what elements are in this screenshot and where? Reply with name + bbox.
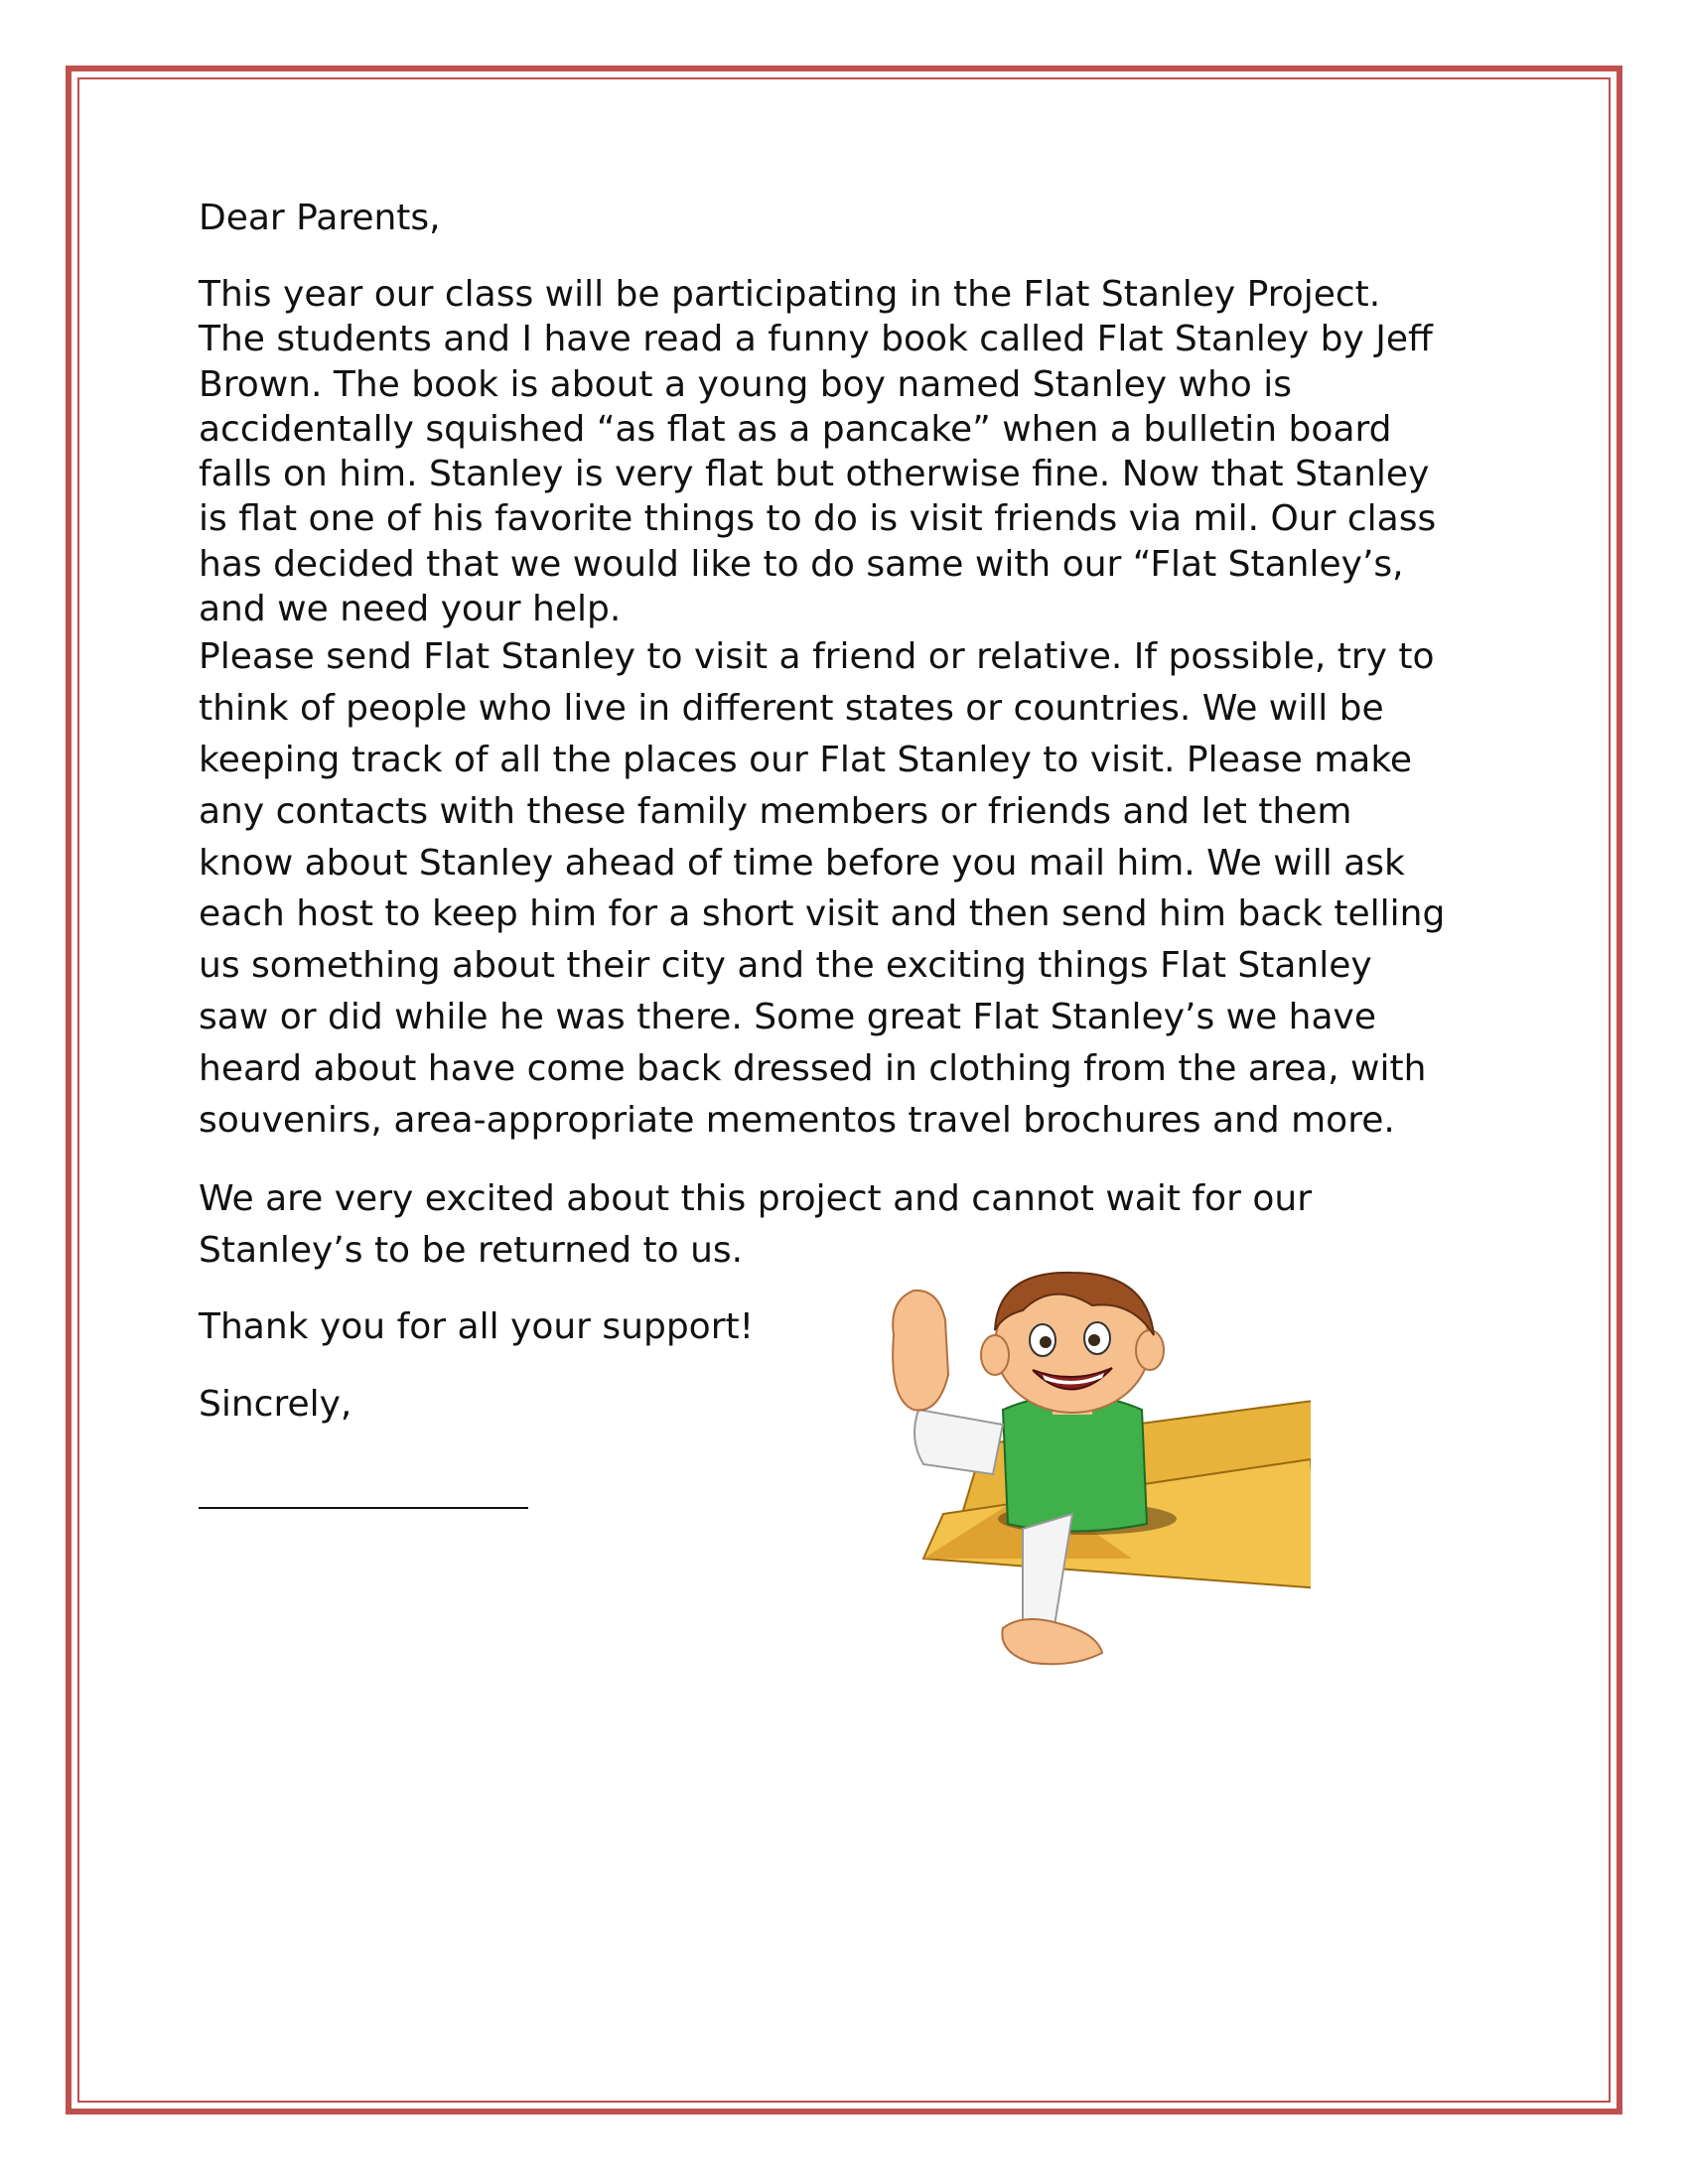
- paragraph-line: saw or did while he was there. Some great Flat Stanley’s we have: [199, 996, 1377, 1037]
- flat-stanley-envelope-icon: [884, 1261, 1311, 1678]
- paragraph-line: falls on him. Stanley is very flat but otherwise fine. Now that Stanley: [199, 454, 1430, 495]
- signature-line: [199, 1507, 528, 1509]
- paragraph-line: souvenirs, area-appropriate mementos travel brochures and more.: [199, 1099, 1395, 1141]
- paragraph-line: The students and I have read a funny book called Flat Stanley by Jeff: [199, 319, 1433, 360]
- paragraph-line: has decided that we would like to do same with our “Flat Stanley’s,: [199, 543, 1404, 585]
- paragraph-line: Brown. The book is about a young boy named Stanley who is: [199, 363, 1292, 405]
- paragraph-line: accidentally squished “as flat as a pancake” when a bulletin board: [199, 408, 1392, 450]
- paragraph-line: know about Stanley ahead of time before you mail him. We will ask: [199, 842, 1405, 884]
- paragraph-instructions: [199, 631, 1569, 1146]
- paragraph-line: each host to keep him for a short visit and then send him back telling: [199, 893, 1446, 935]
- paragraph-line: and we need your help.: [199, 589, 622, 630]
- paragraph-intro: [199, 272, 1569, 631]
- thanks-line: Thank you for all your support!: [199, 1306, 755, 1348]
- paragraph-line: keeping track of all the places our Flat Stanley to visit. Please make: [199, 739, 1413, 780]
- paragraph-line: us something about their city and the exciting things Flat Stanley: [199, 945, 1372, 987]
- paragraph-line: Stanley’s to be returned to us.: [199, 1229, 744, 1271]
- paragraph-line: This year our class will be participating in the Flat Stanley Project.: [199, 274, 1381, 315]
- paragraph-line: think of people who live in different states or countries. We will be: [199, 688, 1384, 730]
- letter-body: [199, 195, 1569, 1429]
- salutation: Dear Parents,: [199, 198, 441, 238]
- paragraph-line: is flat one of his favorite things to do is visit friends via mil. Our class: [199, 498, 1437, 540]
- paragraph-line: We are very excited about this project and cannot wait for our: [199, 1178, 1313, 1220]
- closing-line: Sincrely,: [199, 1384, 352, 1426]
- paragraph-line: any contacts with these family members or friends and let them: [199, 790, 1352, 832]
- paragraph-line: Please send Flat Stanley to visit a friend or relative. If possible, try to: [199, 636, 1435, 678]
- paragraph-line: heard about have come back dressed in clothing from the area, with: [199, 1047, 1427, 1089]
